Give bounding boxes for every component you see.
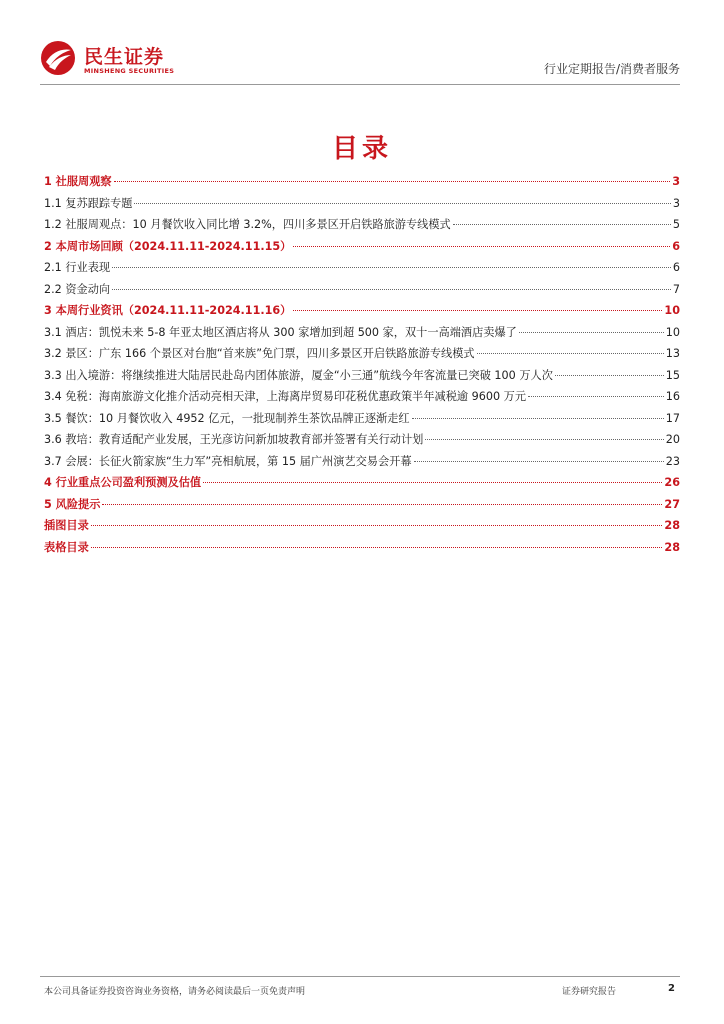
toc-entry-page: 27 [664, 497, 680, 511]
toc-entry-label: 插图目录 [44, 519, 89, 532]
toc-leader-dots [453, 224, 671, 225]
toc-entry-label: 1.1 复苏跟踪专题 [44, 196, 133, 210]
toc-entry-page: 20 [665, 433, 680, 446]
toc-entry-page: 15 [665, 368, 680, 382]
toc-leader-dots [414, 461, 664, 462]
page-header [40, 38, 680, 84]
toc-entry-page: 28 [664, 540, 680, 554]
toc-entry[interactable] [44, 281, 680, 303]
toc-leader-dots [477, 353, 664, 354]
toc-entry-label: 2 本周市场回顾（2024.11.11-2024.11.15） [44, 239, 292, 253]
toc-entry-page: 28 [664, 519, 680, 532]
toc-entry[interactable] [44, 238, 680, 260]
toc-leader-dots [425, 439, 663, 440]
toc-entry-page: 10 [664, 304, 680, 317]
table-of-contents [44, 173, 680, 560]
toc-entry[interactable] [44, 345, 680, 367]
toc-entry-label: 3.7 会展：长征火箭家族“生力军”亮相航展，第 15 届广州演艺交易会开幕 [44, 454, 412, 468]
toc-entry-label: 3.6 教培：教育适配产业发展，王光彦访问新加坡教育部并签署有关行动计划 [44, 433, 424, 446]
toc-entry[interactable] [44, 388, 680, 410]
toc-leader-dots [519, 332, 664, 333]
toc-entry[interactable] [44, 216, 680, 238]
toc-entry-label: 2.2 资金动向 [44, 282, 111, 296]
toc-entry-label: 4 行业重点公司盈利预测及估值 [44, 476, 202, 489]
toc-entry[interactable] [44, 259, 680, 281]
toc-entry-label: 2.1 行业表现 [44, 261, 111, 274]
toc-entry[interactable] [44, 517, 680, 539]
toc-leader-dots [91, 547, 663, 548]
toc-entry-page: 7 [672, 282, 680, 296]
header-divider [40, 84, 680, 85]
minsheng-logo-icon [40, 40, 76, 76]
toc-entry-label: 1 社服周观察 [44, 175, 112, 188]
footer-divider [40, 976, 680, 977]
toc-entry-page: 16 [665, 390, 680, 403]
toc-entry[interactable] [44, 496, 680, 518]
toc-entry-page: 6 [672, 261, 680, 274]
toc-entry-label: 3.2 景区：广东 166 个景区对台胞“首来族”免门票，四川多景区开启铁路旅游专线模式 [44, 347, 475, 360]
toc-leader-dots [293, 310, 662, 311]
toc-entry-page: 5 [672, 218, 680, 231]
toc-entry[interactable] [44, 453, 680, 475]
toc-leader-dots [114, 181, 671, 182]
report-category: 行业定期报告/消费者服务 [543, 62, 680, 76]
toc-entry-label: 3.3 出入境游：将继续推进大陆居民赴岛内团体旅游，厦金“小三通”航线今年客流量已突破 100 万人次 [44, 368, 553, 382]
toc-entry[interactable] [44, 195, 680, 217]
toc-leader-dots [528, 396, 664, 397]
page-title: 目录 [331, 134, 392, 164]
toc-entry-page: 3 [672, 196, 680, 210]
toc-leader-dots [203, 482, 662, 483]
toc-entry-page: 26 [664, 476, 680, 489]
toc-entry-label: 表格目录 [44, 540, 89, 554]
logo-text-cn: 民生证券 [84, 46, 165, 68]
toc-entry-page: 13 [665, 347, 680, 360]
toc-leader-dots [112, 289, 671, 290]
toc-entry-page: 3 [672, 175, 680, 188]
footer-doc-type: 证券研究报告 [562, 987, 617, 997]
toc-entry[interactable] [44, 539, 680, 561]
toc-entry-label: 3.5 餐饮：10 月餐饮收入 4952 亿元，一批现制养生茶饮品牌正逐渐走红 [44, 411, 410, 425]
toc-entry[interactable] [44, 431, 680, 453]
toc-entry[interactable] [44, 173, 680, 195]
toc-entry[interactable] [44, 367, 680, 389]
toc-entry-label: 5 风险提示 [44, 497, 101, 511]
logo-text-en: MINSHENG SECURITIES [84, 67, 175, 75]
toc-leader-dots [293, 246, 670, 247]
toc-entry[interactable] [44, 474, 680, 496]
toc-entry[interactable] [44, 324, 680, 346]
page-number: 2 [668, 983, 675, 994]
toc-entry-page: 23 [665, 454, 680, 468]
toc-leader-dots [134, 203, 670, 204]
toc-entry-page: 6 [672, 239, 680, 253]
toc-entry-page: 17 [665, 411, 680, 425]
toc-entry-label: 3.1 酒店：凯悦未来 5-8 年亚太地区酒店将从 300 家增加到超 500 家，双十一高端酒店卖爆了 [44, 325, 517, 339]
toc-leader-dots [412, 418, 664, 419]
toc-entry[interactable] [44, 302, 680, 324]
toc-entry-page: 10 [665, 325, 680, 339]
toc-entry[interactable] [44, 410, 680, 432]
footer-disclaimer: 本公司具备证券投资咨询业务资格，请务必阅读最后一页免责声明 [44, 987, 306, 997]
toc-leader-dots [112, 267, 671, 268]
toc-leader-dots [102, 504, 662, 505]
toc-entry-label: 3.4 免税：海南旅游文化推介活动亮相天津，上海离岸贸易印花税优惠政策半年减税逾 9600 万元 [44, 390, 527, 403]
toc-entry-label: 3 本周行业资讯（2024.11.11-2024.11.16） [44, 304, 292, 317]
toc-leader-dots [555, 375, 664, 376]
toc-entry-label: 1.2 社服周观点：10 月餐饮收入同比增 3.2%，四川多景区开启铁路旅游专线模式 [44, 218, 451, 231]
toc-leader-dots [91, 525, 663, 526]
